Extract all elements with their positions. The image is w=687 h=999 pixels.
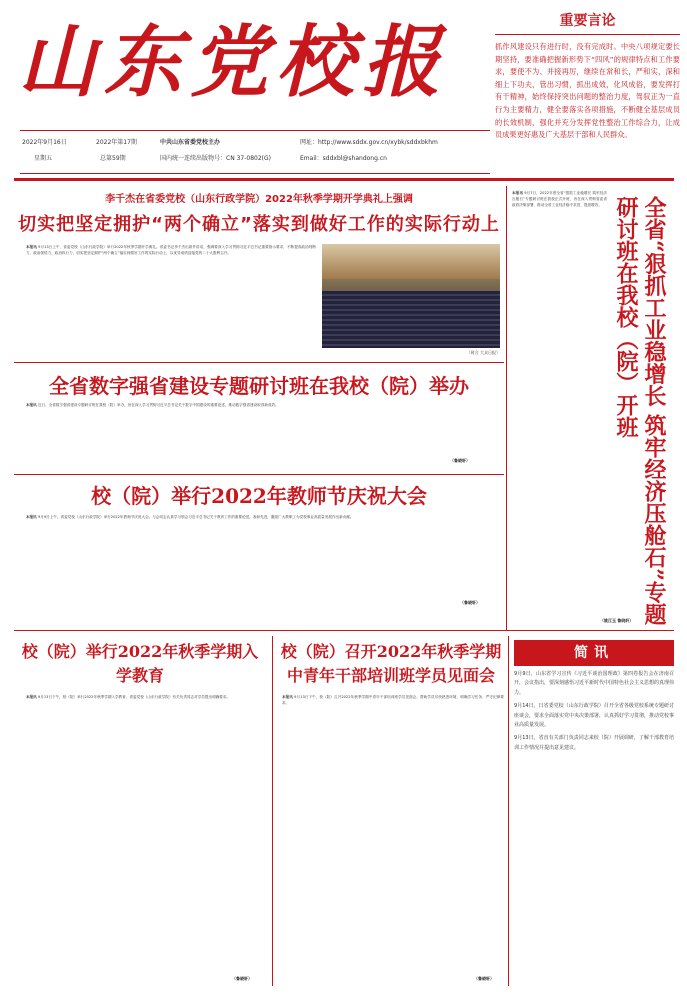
article5-author: （鲁晓轩） — [474, 976, 494, 981]
article5-lead: 本报讯 — [282, 695, 293, 699]
vertical-article-text: 9月7日，2022年度全省“狠抓工业稳增长 筑牢经济压舱石”专题研讨班在我校正式开班，旨在深入贯彻省委省政府决策部署，推动全省工业经济稳中求进、提质增效。 — [512, 191, 607, 208]
divider-3 — [14, 630, 674, 631]
article1-lead: 本报讯 — [26, 245, 37, 249]
divider-1 — [14, 362, 504, 363]
masthead-title: 山东党校报 — [18, 17, 449, 108]
brief-item: 9月14日，日省委党校（山东行政学院）召开全省各级党校系统专题研讨座谈会，要求全面落实党中央决策部署，认真抓好学习贯彻，推动党校事业高质量发展。 — [514, 703, 675, 729]
vertical-article-author: （姚江玉 鲁晓轩） — [600, 618, 634, 623]
article1-text: 9月13日上午，省委党校（山东行政学院）举行2022年秋季学期开学典礼。省委书记李千杰出席并讲话，强调要深入学习贯彻习近平总书记重要指示要求，不断提高政治判断力、政治领悟力、政治执行力，切实把坚定拥护“两个确立”落实到做好工作的实际行动上，以优异成绩迎接党的二十大胜利召开。 — [26, 245, 316, 256]
article4-author: （鲁晓轩） — [232, 976, 252, 981]
column-divider — [506, 186, 507, 630]
issue-weekday: 星期五 — [34, 155, 53, 162]
divider-2 — [14, 474, 504, 475]
sponsor: 中共山东省委党校主办 — [160, 139, 221, 146]
article2-body — [26, 402, 496, 472]
article1-caption: （时合 大众日报） — [466, 350, 500, 355]
photo-audience — [322, 291, 500, 348]
brief-item: 9月9日，山东省学习宣传《习近平谈治国理政》第四卷报告会在济南召开，会议指出，要深刻感悟习近平新时代中国特色社会主义思想的真理伟力。 — [514, 671, 675, 696]
article1-headline: 切实把坚定拥护“两个确立”落实到做好工作的实际行动上 — [18, 214, 500, 235]
issue-total: 总第59期 — [100, 155, 126, 162]
article2-lead: 本报讯 — [26, 403, 37, 407]
article2-text: 近日，全省数字强省建设专题研讨班在我校（院）举办，旨在深入学习贯彻习近平总书记关于数字中国建设的重要论述，推动数字强省建设取得新成效。 — [37, 403, 279, 407]
brief-item: 9月13日，省直有关部门负责同志来校（院）开展调研，了解干部教育培训工作情况并提出意见建议。 — [514, 735, 674, 751]
brief-title: 简讯 — [514, 640, 674, 666]
column-divider-3 — [508, 636, 509, 986]
important-quote-box — [495, 8, 680, 173]
issue-info-bar — [20, 130, 490, 174]
cn-number: 国内统一连续出版物号：CN 37-0802(G) — [160, 155, 271, 162]
article3-headline: 校（院）举行2022年教师节庆祝大会 — [91, 484, 427, 508]
masthead — [14, 8, 474, 128]
article1-body — [26, 244, 316, 358]
article4-text: 9月13日下午，校（院）举行2022年秋季学期入学教育，省委党校（山东行政学院）有关负责同志对学员提出明确要求。 — [37, 695, 231, 699]
article1-subtitle: 李千杰在省委党校（山东行政学院）2022年秋季学期开学典礼上强调 — [105, 194, 413, 205]
email-link[interactable]: Email：sddxbl@shandong.cn — [300, 155, 387, 162]
website-link[interactable]: 网址：http://www.sddx.gov.cn/xybk/sddxbkhm — [300, 139, 438, 146]
article1-photo — [322, 244, 500, 348]
top-divider — [14, 178, 674, 181]
article4-headline: 校（院）举行2022年秋季学期入学教育 — [21, 642, 259, 685]
quote-text: 抓作风建设只有进行时，没有完成时。中央八项规定要长期坚持，要准确把握新形势下“四风”的规律特点和工作要求，要使不为、并接再厉，继续在常和长，严和实，深和细上下功夫，管出习惯，抓出成效，化风成俗，要发挥打有干精神，始终保持突出问题的整治力度，驾驭正为一直行为主要精力，健全要落实各项措施，不断健全基层成员的长效机制，强化并充分发挥党性整治工作综合力，让成员成果更好惠及广大基层干部和人民群众。 — [495, 34, 680, 142]
issue-number: 2022年第17期 — [96, 139, 137, 146]
article5-text: 9月13日下午，校（院）召开2022年秋季学期中青年干部培训班学员见面会，帮助学员尽快熟悉环境、明确学习任务、严守纪律要求。 — [282, 695, 504, 706]
vertical-article-body — [512, 190, 607, 620]
article5-headline: 校（院）召开2022年秋季学期中青年干部培训班学员见面会 — [280, 642, 502, 685]
article3-text: 9月9日上午，省委党校（山东行政学院）举行2022年教师节庆祝大会。与会同志认真学习领会习近平总书记关于教育工作的重要论述，表彰先进，激励广大教职工为党校事业高质量发展作出新贡献。 — [37, 515, 354, 519]
article4-lead: 本报讯 — [26, 695, 37, 699]
vertical-article-lead: 本报讯 — [512, 191, 523, 195]
brief-news — [514, 640, 674, 986]
article3-author: （鲁晓轩） — [460, 600, 480, 605]
article4-body — [26, 694, 266, 984]
column-divider-2 — [272, 636, 273, 986]
article3-lead: 本报讯 — [26, 515, 37, 519]
article2-author: （鲁晓轩） — [450, 458, 470, 463]
quote-title: 重要言论 — [559, 13, 616, 29]
photo-stage — [322, 244, 500, 279]
article2-headline: 全省数字强省建设专题研讨班在我校（院）举办 — [49, 374, 469, 398]
article3-body — [26, 514, 496, 594]
vertical-article-headline: 全省“狠抓工业稳增长 筑牢经济压舱石”专题研讨班在我校（院）开班 — [613, 196, 667, 625]
article5-body — [282, 694, 504, 984]
issue-date: 2022年9月16日 — [22, 139, 67, 146]
